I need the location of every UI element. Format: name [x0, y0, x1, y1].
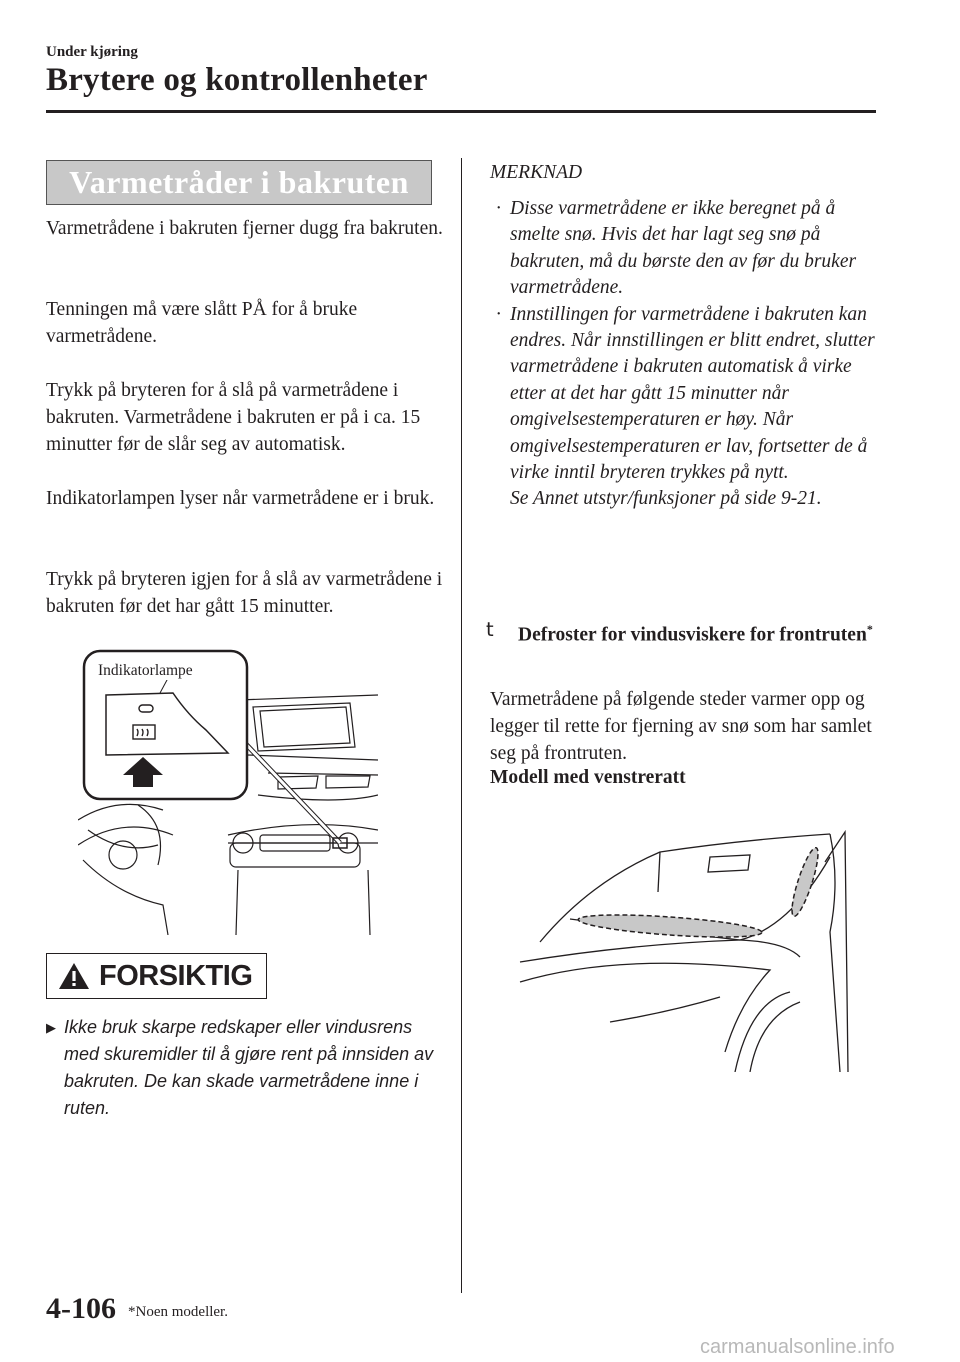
windshield-illustration: [510, 822, 850, 1072]
caution-item-text: Ikke bruk skarpe redskaper eller vindusrens med skuremidler til å gjøre rent på innsiden av bakruten. De kan skade varmetrådene inne i ruten.: [64, 1017, 434, 1118]
header-rule: [46, 110, 876, 113]
paragraph-switch-off: Trykk på bryteren igjen for å slå av varmetrådene i bakruten før det har gått 15 minutter.: [46, 569, 443, 617]
dashboard-illustration: [78, 645, 378, 935]
indicator-lamp-label: Indikatorlampe: [98, 662, 193, 679]
paragraph-intro: Varmetrådene i bakruten fjerner dugg fra bakruten.: [46, 218, 443, 239]
topic-banner: [46, 160, 432, 205]
caution-item: [46, 1014, 451, 1122]
topic-banner-text: Varmetråder i bakruten: [69, 164, 409, 200]
subsection-marker: t: [486, 618, 494, 641]
caution-arrow-icon: ▶: [46, 1020, 56, 1035]
watermark: carmanualsonline.info: [700, 1336, 895, 1358]
paragraph-wiper-defroster: Varmetrådene på følgende steder varmer opp og legger til rette for fjerning av snø som har samlet seg på frontruten.: [490, 689, 872, 764]
warning-triangle-icon: [57, 961, 91, 991]
column-divider: [461, 158, 462, 1293]
footnote: *Noen modeller.: [128, 1304, 228, 1320]
bullet-point: ·: [496, 198, 501, 219]
defroster-area-pillar: [787, 846, 823, 919]
chapter-label: Under kjøring: [46, 44, 138, 60]
caution-heading-box: [46, 953, 267, 999]
paragraph-switch-on: Trykk på bryteren for å slå på varmetrådene i bakruten. Varmetrådene i bakruten er på i ca. 15 minutter før de slår seg av automatisk.: [46, 380, 421, 455]
dashboard-figure: [78, 645, 378, 940]
model-label: Modell med venstreratt: [490, 767, 686, 788]
note-item-text: Innstillingen for varmetrådene i bakruten kan endres. Når innstillingen er blitt endret, slutter varmetrådene i bakruten automatisk å virke etter at det har gått 15 minutter når omgivelsestemperaturen er høy. Når omgivelsestemperaturen er lav, fortsetter de å virke inntil bryteren trykkes på nytt.: [510, 303, 875, 484]
caution-heading: FORSIKTIG: [99, 959, 253, 992]
note-heading: MERKNAD: [490, 162, 583, 183]
windshield-figure: [510, 822, 850, 1077]
section-title: Brytere og kontrollenheter: [46, 62, 428, 98]
subsection-heading: [486, 616, 880, 649]
footnote-star: *: [866, 622, 873, 636]
note-item: [490, 302, 880, 513]
note-list: [490, 196, 880, 513]
defroster-area-lower: [578, 911, 763, 942]
bullet-point: ·: [496, 303, 501, 325]
paragraph-ignition: Tenningen må være slått PÅ for å bruke varmetrådene.: [46, 299, 358, 347]
subsection-heading-text: Defroster for vindusviskere for frontruten: [518, 624, 867, 646]
note-reference: Se Annet utstyr/funksjoner på side 9-21.: [510, 488, 822, 510]
paragraph-indicator: Indikatorlampen lyser når varmetrådene er i bruk.: [46, 488, 435, 509]
page-number: 4-106: [46, 1292, 116, 1325]
note-item-text: Disse varmetrådene er ikke beregnet på å smelte snø. Hvis det har lagt seg snø på bakruten, må du børste den av før du bruker varmetrådene.: [510, 198, 857, 299]
note-item: [490, 196, 880, 302]
